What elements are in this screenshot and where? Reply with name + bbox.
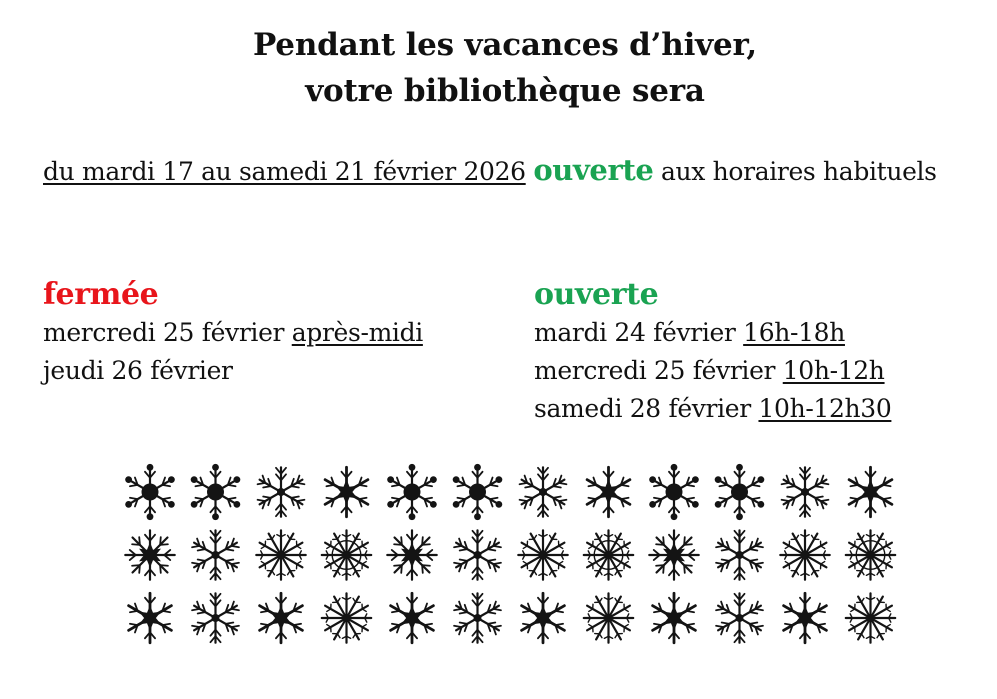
- snowflake-icon: [715, 464, 765, 520]
- snowflake-icon: [191, 464, 241, 520]
- closed-item-day: mercredi 25 février: [43, 318, 285, 347]
- intro-dates: du mardi 17 au samedi 21 février 2026: [43, 157, 526, 186]
- open-item: [534, 390, 984, 428]
- snowflake-icon: [125, 464, 175, 520]
- closed-column: [43, 276, 513, 390]
- snowflake-icon: [322, 530, 371, 579]
- open-item: [534, 352, 984, 390]
- snowflake-icon: [192, 530, 239, 579]
- closed-heading: fermée: [43, 277, 159, 312]
- snowflake-icon: [322, 593, 371, 642]
- snowflake-icon: [784, 593, 827, 642]
- snowflake-icon: [584, 593, 633, 642]
- snowflake-icon: [192, 593, 239, 642]
- snowflake-icon: [716, 593, 763, 642]
- closed-item-day: jeudi 26 février: [43, 356, 233, 385]
- open-item-time: 16h-18h: [743, 318, 845, 347]
- title-line-1: Pendant les vacances d’hiver,: [253, 27, 757, 63]
- snowflake-banner: [120, 462, 900, 652]
- open-item: [534, 314, 984, 352]
- snowflake-icon: [125, 530, 174, 579]
- closed-item-time: après-midi: [291, 318, 423, 347]
- snowflake-icon: [387, 464, 437, 520]
- open-item-day: mercredi 25 février: [534, 356, 776, 385]
- snowflake-icon: [849, 467, 892, 516]
- snowflake-icon: [391, 593, 434, 642]
- snowflake-grid: [120, 462, 900, 652]
- snowflake-icon: [522, 593, 565, 642]
- snowflake-icon: [454, 530, 501, 579]
- snowflake-icon: [846, 593, 895, 642]
- snowflake-icon: [649, 464, 699, 520]
- snowflake-icon: [387, 530, 436, 579]
- snowflake-icon: [584, 530, 633, 579]
- snowflake-icon: [129, 593, 172, 642]
- snowflake-icon: [782, 467, 829, 516]
- closed-item: [43, 352, 513, 390]
- snowflake-icon: [780, 530, 829, 579]
- snowflake-icon: [587, 467, 630, 516]
- snowflake-icon: [260, 593, 303, 642]
- open-heading: ouverte: [534, 277, 659, 312]
- snowflake-icon: [325, 467, 368, 516]
- open-item-day: mardi 24 février: [534, 318, 736, 347]
- snowflake-icon: [649, 530, 698, 579]
- snowflake-icon: [716, 530, 763, 579]
- snowflake-icon: [846, 530, 895, 579]
- open-column: [534, 276, 984, 428]
- intro-rest: aux horaires habituels: [660, 157, 937, 186]
- snowflake-icon: [256, 530, 305, 579]
- snowflake-icon: [454, 593, 501, 642]
- snowflake-icon: [258, 467, 305, 516]
- snowflake-icon: [518, 530, 567, 579]
- open-item-time: 10h-12h30: [758, 394, 892, 423]
- snowflake-icon: [520, 467, 567, 516]
- snowflake-icon: [453, 464, 503, 520]
- open-item-day: samedi 28 février: [534, 394, 751, 423]
- page-title: [0, 22, 997, 114]
- open-item-time: 10h-12h: [782, 356, 885, 385]
- title-line-2: votre bibliothèque sera: [305, 73, 705, 109]
- intro-status-open: ouverte: [533, 153, 654, 187]
- closed-item: [43, 314, 513, 352]
- intro-paragraph: [43, 150, 943, 192]
- snowflake-icon: [653, 593, 696, 642]
